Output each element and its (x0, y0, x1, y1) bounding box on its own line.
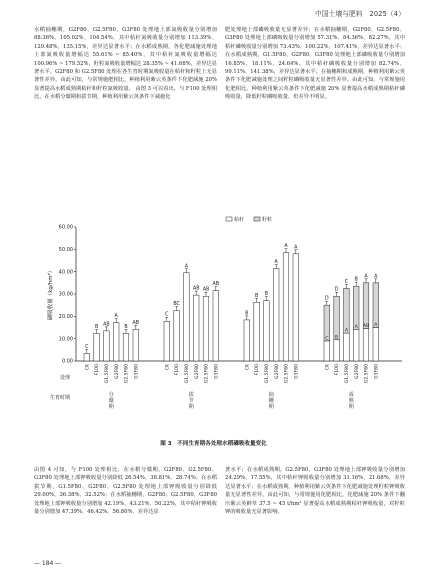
y-tick-label: 10.00 (58, 336, 73, 343)
x-tick-label: G2.5F80 (204, 364, 210, 384)
x-tick-label: G3F80 (214, 364, 220, 379)
x-tick-label: G2F80 (354, 364, 360, 379)
bar-letter-total: B (264, 292, 269, 298)
x-tick-label: G1.5F80 (265, 364, 270, 384)
x-tick-label: G1.5F80 (345, 364, 350, 384)
bar-letter-total: A (284, 244, 288, 250)
paragraph-bottom-right (225, 466, 405, 516)
bar-letter-total: A (374, 274, 378, 280)
bar-straw (363, 329, 369, 361)
bar-straw (244, 320, 250, 361)
x-tick-label: G2.5F80 (364, 364, 370, 384)
group-label: 蘖 (108, 398, 114, 404)
group-label: 熟 (348, 398, 354, 404)
bar-straw (104, 331, 110, 361)
y-tick-label: 30.00 (58, 291, 73, 298)
page-number: — 184 — (34, 560, 62, 567)
bar-grain (344, 288, 350, 333)
group-label: 穗 (268, 398, 274, 404)
paragraph-text: 水稻抽穗期，G2F80、G2.5F80、G3F80 处理地上部氮吸收量分别增加 88.36%、105.02%、104.54%，其中秸秆氮吸收量分别增加 113.39%、129.48%、135.15%，差异达显著水平；在水稻成熟期，各化肥减施处理地上部氮吸收量增幅达 55.61% ~ 85.40%，其中秸秆氮吸收量增幅达 100.96% ~ 179.52%，籽粒氮吸收量增幅达 28.35% ~ 41.68%，差异达显著水平。G2F80 和 G2.5F80 处理在各生育时期氮吸收量在秸秆和籽粒上无显著性差异。由此可知，与常规施肥相比，种植利用紫云英条件下化肥减施 20% 显著提高水稻成熟期秸秆和籽粒氮吸收量。 由图 3 可以看出，与 F100 处理相比，在水稻分蘖期和拔节期，种植利用紫云英条件下减施化 (34, 27, 217, 101)
bar-letter-total: AB (103, 322, 110, 328)
x-tick-label: G2F80 (114, 364, 120, 379)
bar-straw (123, 333, 129, 361)
legend-swatch-grain (254, 217, 260, 221)
legend-label: 籽粒 (262, 217, 273, 223)
bar-letter-total: D (324, 296, 329, 302)
paragraph-top-right (225, 26, 405, 102)
bar-letter-total: B (124, 324, 128, 330)
bar-grain (363, 283, 369, 329)
bar-grain (334, 296, 340, 340)
bar-straw (164, 321, 170, 361)
bar-letter-total: B (245, 311, 249, 317)
paragraph-text: 由图 4 可知，与 F100 处理相比，在水稻分蘖期，G2F80、G2.5F80、G3F80 处理地上部钾吸收量分别降低 26.54%、38.81%、28.74%；在水稻拔节期，G1.5F80、G2F80、G2.5F80 处理地上部钾吸收量分别降低 29.00%、36.38%、32.52%；在水稻抽穗期，G2F80、G2.5F80、G3F80 处理地上部钾吸收量分别增加 42.19%、43.21%、50.22%，其中秸秆钾吸收量分别增加 47.39%、46.42%、56.80%，差异达显 (34, 467, 217, 516)
bar-letter-total: B (254, 293, 259, 299)
phosphorus-chart (34, 205, 406, 437)
group-label: 节 (188, 398, 194, 404)
x-tick-label: F100 (255, 364, 261, 376)
group-label: 期 (268, 404, 274, 410)
bar-letter-total: AB (132, 320, 140, 326)
journal-header: 中国土壤与肥料 2025（4） (315, 10, 405, 18)
x-tick-label: CK (325, 364, 331, 371)
figure-caption: 图 3 不同生育期各处理水稻磷吸收量变化 (160, 441, 267, 447)
group-label: 成 (348, 392, 354, 398)
bar-letter-total: BC (173, 302, 180, 308)
group-label: 期 (108, 404, 114, 410)
legend-label: 秸秆 (234, 217, 245, 223)
bar-straw (324, 341, 330, 361)
bar-straw (174, 311, 180, 361)
bar-straw (84, 353, 90, 361)
group-label: 期 (188, 404, 194, 410)
figure-phosphorus-uptake (34, 205, 406, 435)
y-tick-label: 60.00 (58, 224, 73, 231)
x-tick-label: CK (245, 364, 251, 371)
x-tick-label: G1.5F80 (185, 364, 190, 384)
paragraph-text: 著水平；在水稻成熟期，G2.5F80、G3F80 处理地上部钾吸收量分别增加 24.29%、17.55%，其中秸秆钾吸收量分别增加 31.16%、21.68%，差异达显著水平；在水稻成熟期，种植利用紫云英条件下化肥减施处理籽粒钾吸收量无显著性差异。由此可知，与常规施用化肥相比，化肥减施 20% 条件下翻压紫云英鲜草 37.5 ~ 45 t/hm² 显著提高水稻成熟期秸秆钾吸收量，对籽粒钾的吸收量无显著影响。 (225, 467, 405, 516)
bar-letter-total: A (184, 264, 189, 270)
bar-letter-total: A (294, 245, 298, 251)
bar-letter-grain: B (335, 335, 339, 341)
bar-letter-total: C (165, 312, 169, 318)
group-label: 分 (108, 392, 114, 398)
group-label: 拔 (188, 392, 194, 398)
paragraph-text: 肥处理地上部磷吸收量无显著差异；在水稻抽穗期，G2F80、G2.5F80、G3F80 处理地上部磷吸收量分别增加 57.31%、84.36%、82.27%，其中秸秆磷吸收量分别增加 73.43%、100.22%、107.41%，差异达显著水平；在水稻成熟期，G1.5F80、G2F80、G3F80 处理地上部磷吸收量分别增加 16.85%、18.11%、24.64%，其中秸秆磷吸收量分别增加 82.74%、99.11%、141.38%，差异达显著水平；在抽穗期和成熟期，种植利用紫云英条件下化肥减施处理之间籽粒磷吸收量无显著性差异。由此可知，与常规施用化肥相比，种植利用紫云英条件下化肥减施 20% 显著提高水稻成熟期秸秆磷吸收量，降低籽粒磷吸收量，但差异不明显。 (225, 27, 405, 101)
axis-label-stage: 生育时期 (49, 395, 70, 401)
bar-grain (373, 283, 379, 328)
bar-grain (353, 286, 359, 330)
bar-letter-total: AB (192, 286, 200, 292)
bar-letter-total: D (334, 287, 339, 293)
bar-letter-grain: C (325, 336, 329, 342)
axis-label-treatment: 处理 (59, 375, 70, 381)
y-tick-label: 0.00 (61, 358, 73, 365)
y-axis-title: 磷吸收量（kg/hm²） (48, 267, 54, 321)
bar-straw (273, 269, 279, 361)
bar-straw (113, 323, 119, 361)
bar-straw (353, 330, 359, 361)
bar-letter-total: A (364, 274, 368, 280)
bar-straw (293, 254, 299, 361)
x-tick-label: G2.5F80 (284, 364, 290, 384)
x-tick-label: CK (85, 364, 91, 371)
x-tick-label: G3F80 (134, 364, 140, 379)
x-tick-label: G3F80 (294, 364, 300, 379)
bar-straw (254, 302, 260, 361)
bar-straw (193, 295, 199, 361)
bar-straw (184, 273, 190, 361)
bar-letter-total: B (354, 277, 358, 283)
bar-straw (344, 333, 350, 361)
x-tick-label: G1.5F80 (105, 364, 110, 384)
group-label: 期 (348, 404, 354, 410)
y-tick-label: 20.00 (58, 314, 73, 321)
bar-letter-total: C (85, 344, 89, 350)
x-tick-label: F100 (335, 364, 341, 376)
paragraph-bottom-left (34, 466, 217, 516)
paragraph-top-left (34, 26, 217, 102)
bar-letter-total: AB (202, 287, 210, 293)
bar-letter-total: C (344, 279, 349, 285)
legend-swatch-straw (226, 217, 232, 221)
x-tick-label: G2.5F80 (124, 364, 130, 384)
x-tick-label: G2F80 (274, 364, 280, 379)
bar-straw (373, 328, 379, 362)
bar-letter-total: A (114, 314, 118, 320)
y-tick-label: 40.00 (58, 269, 73, 276)
bar-straw (203, 296, 209, 361)
bar-straw (334, 340, 340, 361)
bar-straw (94, 334, 100, 361)
bar-letter-total: AB (212, 282, 220, 288)
bar-letter-grain: AB (362, 324, 370, 330)
bar-letter-grain: A (344, 328, 348, 334)
x-tick-label: F100 (95, 364, 101, 376)
bar-straw (213, 291, 219, 361)
bar-straw (264, 301, 270, 361)
bar-straw (133, 329, 139, 361)
bar-straw (283, 253, 289, 361)
x-tick-label: CK (165, 364, 171, 371)
bar-letter-grain: A (374, 323, 378, 328)
x-tick-label: G2F80 (194, 364, 200, 379)
bar-letter-total: A (274, 260, 278, 266)
group-label: 抽 (268, 392, 274, 398)
bar-letter-total: B (94, 325, 99, 331)
bar-letter-grain: A (354, 325, 358, 331)
x-tick-label: G3F80 (374, 364, 380, 379)
x-tick-label: F100 (175, 364, 181, 376)
y-tick-label: 50.00 (58, 247, 73, 254)
